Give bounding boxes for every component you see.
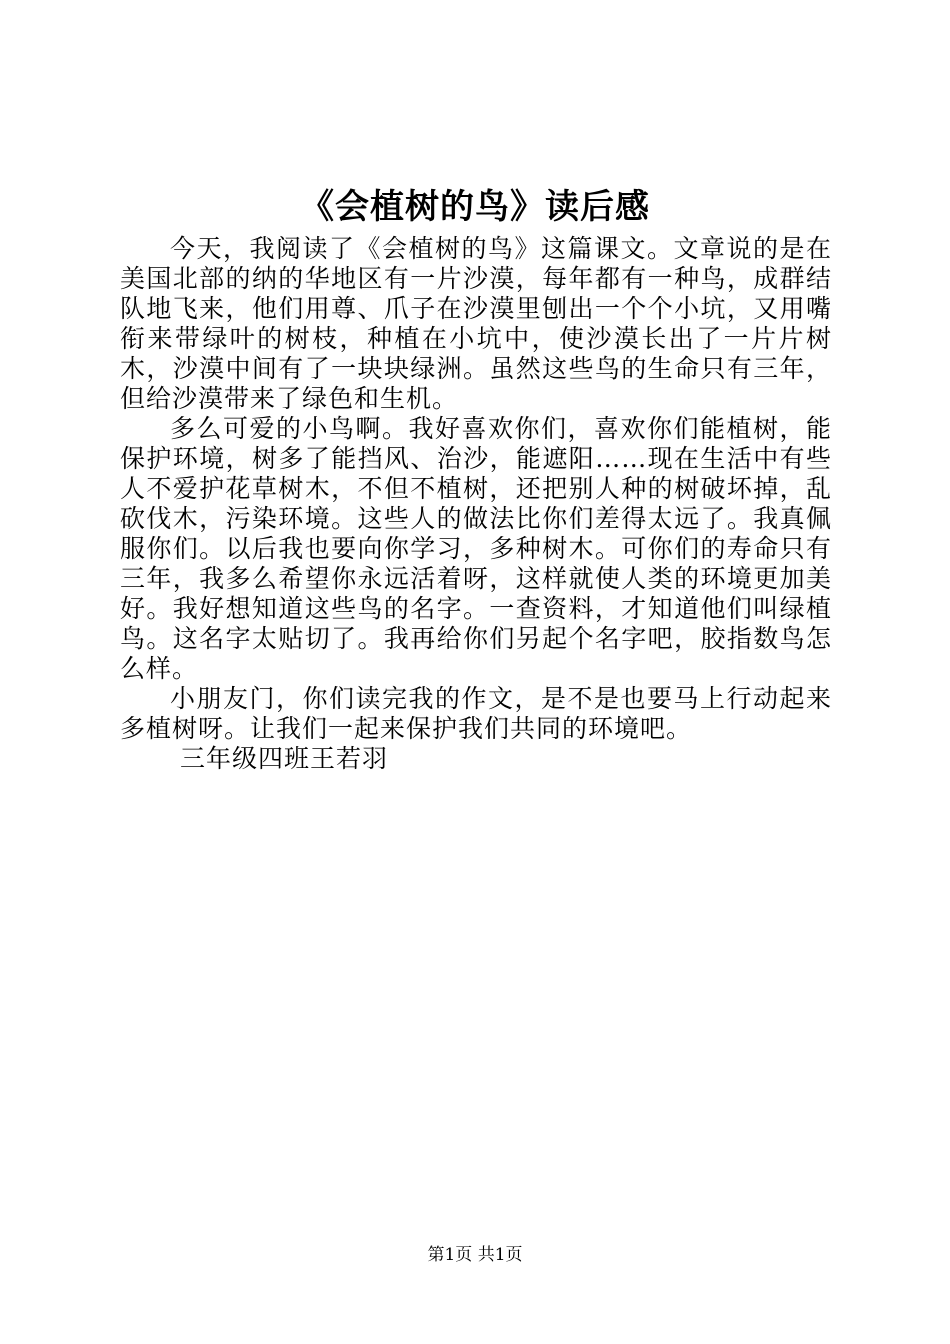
document-body [120, 234, 832, 774]
page-footer: 第1页 共1页 [427, 1245, 523, 1265]
author-signature: 三年级四班王若羽 [180, 744, 389, 773]
paragraph-1: 今天，我阅读了《会植树的鸟》这篇课文。文章说的是在美国北部的纳的华地区有一片沙漠，每年都有一种鸟，成群结队地飞来，他们用尊、爪子在沙漠里刨出一个个小坑，又用嘴衔来带绿叶的树枝，种植在小坑中，使沙漠长出了一片片树木，沙漠中间有了一块块绿洲。虽然这些鸟的生命只有三年，但给沙漠带来了绿色和生机。 [120, 234, 832, 413]
paragraph-3: 小朋友门，你们读完我的作文，是不是也要马上行动起来多植树呀。让我们一起来保护我们共同的环境吧。 [120, 684, 832, 743]
paragraph-2: 多么可爱的小鸟啊。我好喜欢你们，喜欢你们能植树，能保护环境，树多了能挡风、治沙，能遮阳……现在生活中有些人不爱护花草树木，不但不植树，还把别人种的树破坏掉，乱砍伐木，污染环境。这些人的做法比你们差得太远了。我真佩服你们。以后我也要向你学习，多种树木。可你们的寿命只有三年，我多么希望你永远活着呀，这样就使人类的环境更加美好。我好想知道这些鸟的名字。一查资料，才知道他们叫绿植鸟。这名字太贴切了。我再给你们另起个名字吧，胶指数鸟怎么样。 [120, 414, 832, 683]
document-title: 《会植树的鸟》读后感 [300, 187, 650, 227]
